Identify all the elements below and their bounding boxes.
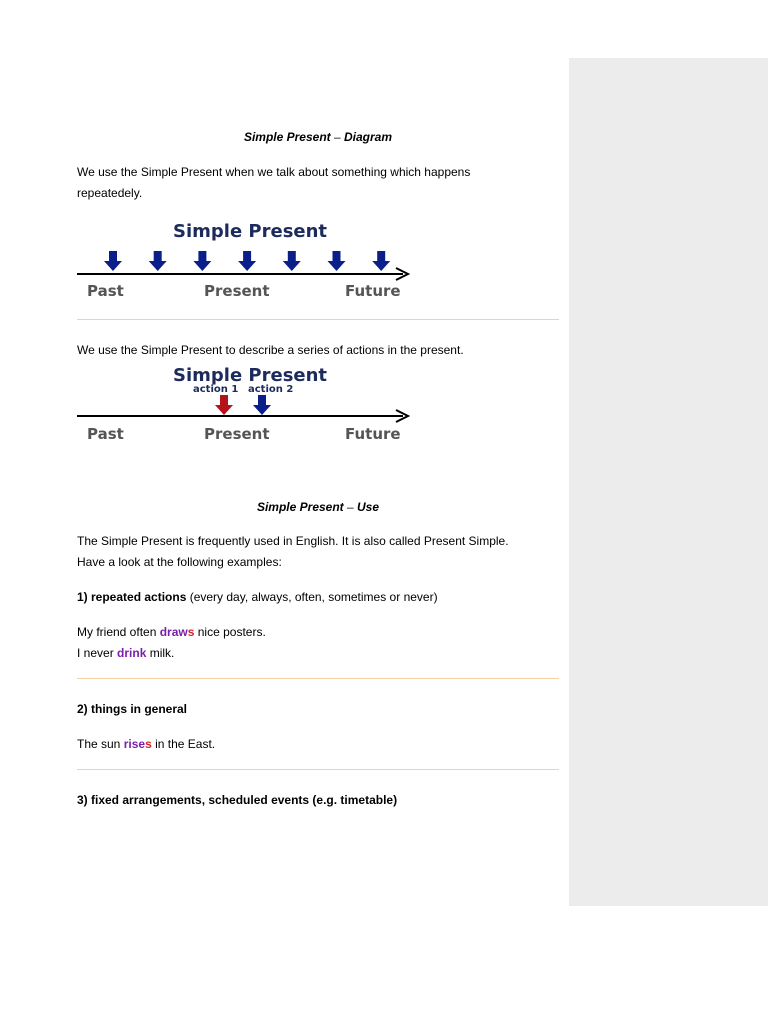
action-2-arrow-icon [253, 395, 271, 415]
verb-ending: s [187, 625, 195, 639]
example-verb [160, 625, 195, 639]
repeat-arrows [104, 251, 390, 271]
down-arrow-icon [238, 251, 256, 271]
action-arrows [215, 395, 271, 415]
divider [77, 319, 559, 320]
comment-sidebar [569, 58, 768, 906]
label-past: Past [87, 425, 124, 443]
intro-line-2: repeatedely. [77, 186, 143, 200]
example-verb: drink [117, 646, 147, 660]
verb-stem: rise [123, 737, 146, 751]
example-text: milk. [146, 646, 175, 660]
use-3-title: 3) fixed arrangements, scheduled events (e.g. timetable) [77, 793, 398, 807]
use-paragraph-line-2: Have a look at the following examples: [77, 555, 282, 569]
down-arrow-icon [149, 251, 167, 271]
intro-line-1: We use the Simple Present when we talk about something which happens [77, 165, 471, 179]
timeline-diagram-repeated [77, 218, 417, 306]
diagram-title: Simple Present [173, 221, 328, 242]
use-1-note: (every day, always, often, sometimes or never) [186, 590, 438, 604]
heading-dash: – [343, 500, 358, 514]
use-1-title: 1) repeated actions [77, 590, 187, 604]
down-arrow-icon [283, 251, 301, 271]
heading-suffix: Use [357, 500, 380, 514]
series-intro: We use the Simple Present to describe a series of actions in the present. [77, 343, 464, 357]
label-present: Present [204, 425, 270, 443]
verb-stem: draw [159, 625, 188, 639]
example-verb [124, 737, 152, 751]
section-heading-diagram [77, 129, 559, 145]
down-arrow-icon [328, 251, 346, 271]
label-present: Present [204, 282, 270, 300]
example-text: The sun [77, 737, 124, 751]
down-arrow-icon [372, 251, 390, 271]
example-sentence [77, 645, 174, 661]
use-paragraph-line-1: The Simple Present is frequently used in English. It is also called Present Simple. [77, 534, 509, 548]
example-text: My friend often [77, 625, 160, 639]
section-heading-use [77, 499, 559, 515]
action-2-label: action 2 [248, 384, 294, 395]
label-future: Future [345, 282, 401, 300]
down-arrow-icon [193, 251, 211, 271]
example-sentence [77, 624, 266, 640]
action-1-arrow-icon [215, 395, 233, 415]
use-2-title: 2) things in general [77, 702, 188, 716]
heading-prefix: Simple Present [243, 130, 331, 144]
example-text: I never [77, 646, 118, 660]
example-text: nice posters. [194, 625, 266, 639]
timeline-diagram-series [77, 362, 417, 446]
example-text: in the East. [151, 737, 216, 751]
use-1-heading [77, 589, 438, 605]
down-arrow-icon [104, 251, 122, 271]
verb-ending: s [145, 737, 152, 751]
diagram-title: Simple Present [173, 365, 328, 386]
label-future: Future [345, 425, 401, 443]
example-sentence [77, 736, 215, 752]
label-past: Past [87, 282, 124, 300]
heading-dash: – [330, 130, 344, 144]
action-1-label: action 1 [193, 384, 239, 395]
divider [77, 769, 559, 770]
heading-prefix: Simple Present [256, 500, 344, 514]
heading-suffix: Diagram [344, 130, 393, 144]
divider [77, 678, 559, 679]
